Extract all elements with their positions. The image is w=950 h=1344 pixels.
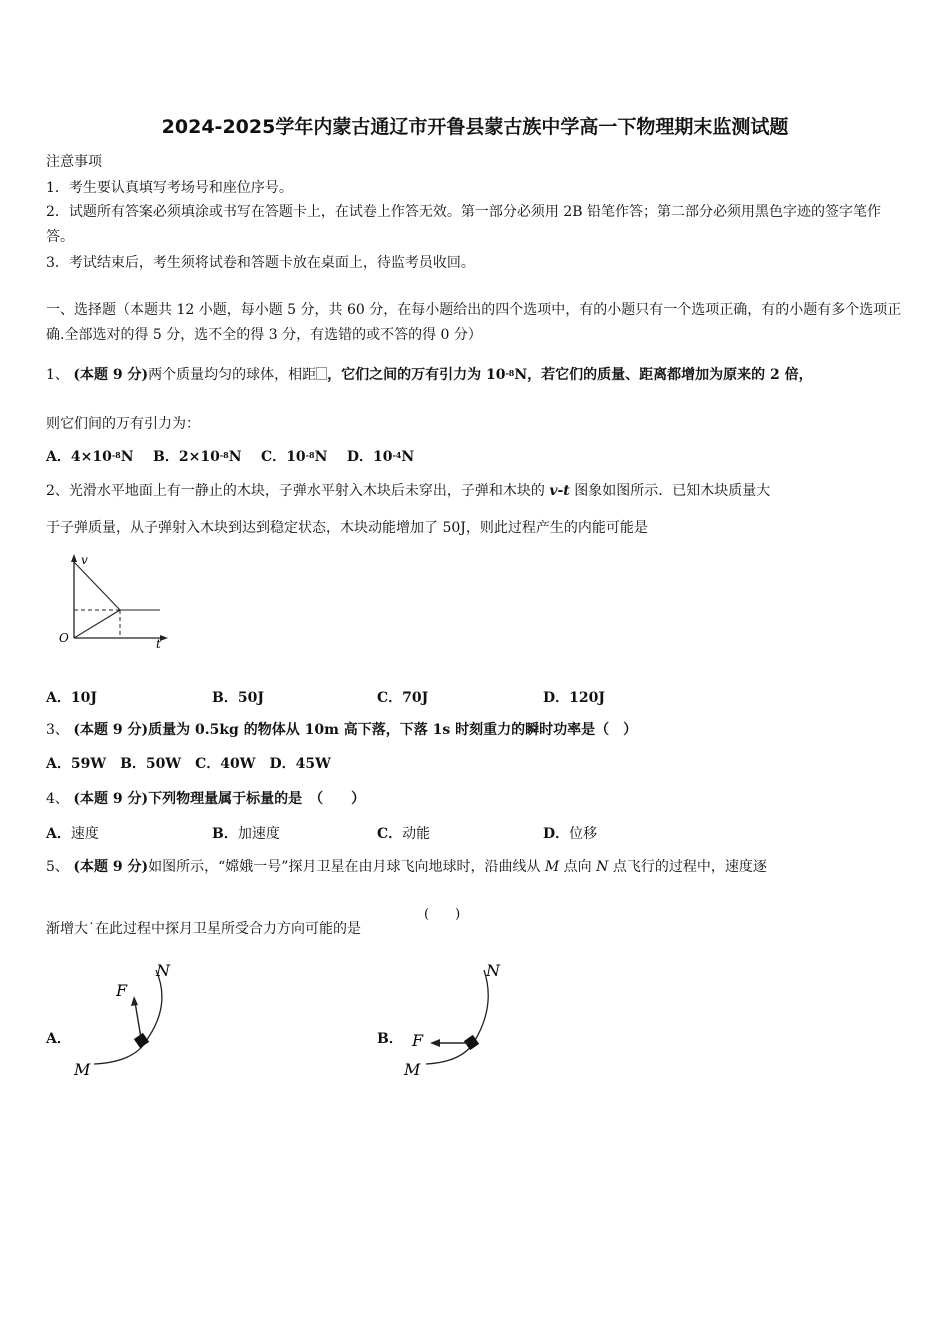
q1-option-a-base: 4×10 (70, 449, 112, 465)
q1-option-d-base: 10 (373, 449, 393, 465)
q5-line2 (46, 920, 361, 938)
q4-option-c-text: 动能 (402, 826, 431, 842)
q1-number: 1、 (46, 367, 69, 383)
q4-option-a-label: A． (46, 826, 71, 842)
q2-vt: v-t (549, 483, 570, 499)
q2-line1-a: 2、光滑水平地面上有一静止的木块，子弹水平射入木块后未穿出，子弹和木块的 (46, 483, 550, 499)
t-axis-arrow-icon (160, 635, 168, 641)
q4-option-b-text: 加速度 (237, 826, 280, 842)
q3-number: 3、 (46, 722, 69, 738)
origin-label: O (59, 631, 69, 645)
trajectory-curve (94, 970, 162, 1064)
q5-text-c: 点飞行的过程中，速度逐 (608, 859, 767, 875)
q4-option-c (377, 823, 430, 843)
q2-option-d-label: D． (543, 690, 570, 706)
notice-item-2: 2．试题所有答案必须填涂或书写在答题卡上，在试卷上作答无效。第一部分必须用 2B 铅笔作答；第二部分必须用黑色字迹的签字笔作答。 (46, 204, 881, 245)
n-label: N (156, 961, 170, 980)
q4-option-d (543, 823, 597, 843)
q5-paren: ( ) (424, 907, 461, 922)
q1-option-c-label: C． (261, 449, 287, 465)
q5-option-a-label: A． (46, 1031, 71, 1047)
section-heading: 一、选择题（本题共 12 小题，每小题 5 分，共 60 分，在每小题给出的四个选项中，有的小题只有一个选项正确，有的小题有多个选项正确.全部选对的得 5 分，选不全的得 3 分，有选错的或不答的得 0 分） (46, 302, 902, 343)
q1-option-d-unit: N (401, 449, 415, 465)
q5-line2-text: 渐增大˙在此过程中探月卫星所受合力方向可能的是 (46, 921, 361, 937)
question-3 (46, 721, 637, 739)
q5-option-b-label: B． (377, 1031, 403, 1047)
q1-exp: -8 (505, 368, 515, 378)
q1-option-b-exp: -8 (219, 450, 229, 460)
q2-option-b (212, 687, 264, 707)
n-label: N (486, 961, 500, 980)
q5-n: N (596, 859, 609, 875)
q3-tag: (本题 9 分) (73, 722, 149, 738)
m-label: M (74, 1060, 91, 1079)
v-axis-arrow-icon (71, 554, 77, 562)
q2-option-b-text: 50J (237, 690, 264, 706)
m-label: M (404, 1060, 421, 1079)
q1-option-b-base: 2×10 (178, 449, 220, 465)
notice-item-1: 1．考生要认真填写考场号和座位序号。 (46, 180, 293, 196)
force-label: F (116, 981, 128, 1000)
q5-text-a: 如图所示，“嫦娥一号”探月卫星在由月球飞向地球时，沿曲线从 (148, 859, 545, 875)
q5-figure-a (66, 958, 186, 1083)
v-label: v (81, 553, 88, 567)
q2-option-c-label: C． (377, 690, 403, 706)
q4-option-d-label: D． (543, 826, 570, 842)
q4-option-b-label: B． (212, 826, 238, 842)
force-arrow-head-icon (430, 1039, 440, 1047)
q1-option-b-label: B． (153, 449, 179, 465)
q5-text-b: 点向 (559, 859, 597, 875)
page-title: 2024-2025学年内蒙古通辽市开鲁县蒙古族中学高一下物理期末监测试题 (161, 116, 789, 138)
q3-text: 质量为 0.5kg 的物体从 10m 高下落，下落 1s 时刻重力的瞬时功率是（ ） (148, 722, 638, 738)
q4-text: 下列物理量属于标量的是 （ ） (148, 791, 366, 807)
q2-option-d (543, 687, 605, 707)
q4-option-a-text: 速度 (70, 826, 99, 842)
q1-option-c-base: 10 (286, 449, 306, 465)
q2-line1-b: 图象如图所示．已知木块质量大 (569, 483, 771, 499)
q1-option-a-unit: N (120, 449, 134, 465)
q2-option-a-text: 10J (70, 690, 97, 706)
q2-line2: 于子弹质量，从子弹射入木块到达到稳定状态，木块动能增加了 50J，则此过程产生的内能可能是 (46, 520, 648, 536)
q2-option-c-text: 70J (402, 690, 429, 706)
q1-option-c-unit: N (314, 449, 328, 465)
q5-figure-b (400, 958, 520, 1083)
missing-symbol-icon (316, 367, 327, 380)
vt-graph (56, 550, 176, 650)
q1-option-a-label: A． (46, 449, 71, 465)
question-1 (46, 366, 813, 384)
q2-option-d-text: 120J (569, 690, 605, 706)
notice-item-3: 3．考试结束后，考生须将试卷和答题卡放在桌面上，待监考员收回。 (46, 255, 475, 271)
q4-option-b (212, 823, 280, 843)
q2-option-b-label: B． (212, 690, 238, 706)
q3-options: A．59W B．50W C．40W D．45W (46, 756, 331, 772)
q5-number: 5、 (46, 859, 69, 875)
q5-m: M (544, 859, 560, 875)
t-label: t (156, 637, 161, 650)
force-label: F (412, 1031, 424, 1050)
question-4 (46, 790, 365, 808)
question-2 (46, 482, 770, 500)
notice-heading: 注意事项 (46, 154, 102, 170)
q1-tag: (本题 9 分) (73, 367, 149, 383)
q4-option-d-text: 位移 (569, 826, 598, 842)
force-arrow-head-icon (131, 996, 138, 1006)
bullet-line (74, 562, 120, 610)
force-arrow-line (135, 1002, 141, 1038)
q1-option-d-label: D． (346, 449, 373, 465)
question-5 (46, 858, 767, 876)
satellite-block (134, 1033, 149, 1048)
q1-text-c: N，若它们的质量、距离都增加为原来的 2 倍， (514, 367, 813, 383)
q4-option-a (46, 823, 99, 843)
q4-number: 4、 (46, 791, 69, 807)
q1-option-d-exp: -4 (392, 450, 402, 460)
trajectory-curve (426, 970, 488, 1064)
q2-option-c (377, 687, 428, 707)
block-line (74, 610, 120, 638)
q4-option-c-label: C． (377, 826, 403, 842)
q1-line2: 则它们间的万有引力为： (46, 416, 200, 432)
q1-option-b-unit: N (228, 449, 242, 465)
q1-text-b: ，它们之间的万有引力为 10 (327, 367, 506, 383)
q2-option-a (46, 687, 97, 707)
q4-tag: (本题 9 分) (73, 791, 149, 807)
q1-text-a: 两个质量均匀的球体，相距 (148, 367, 317, 383)
q1-option-c-exp: -8 (305, 450, 315, 460)
q1-option-a-exp: -8 (111, 450, 121, 460)
q5-tag: (本题 9 分) (73, 859, 149, 875)
q2-option-a-label: A． (46, 690, 71, 706)
q1-options (46, 448, 414, 466)
